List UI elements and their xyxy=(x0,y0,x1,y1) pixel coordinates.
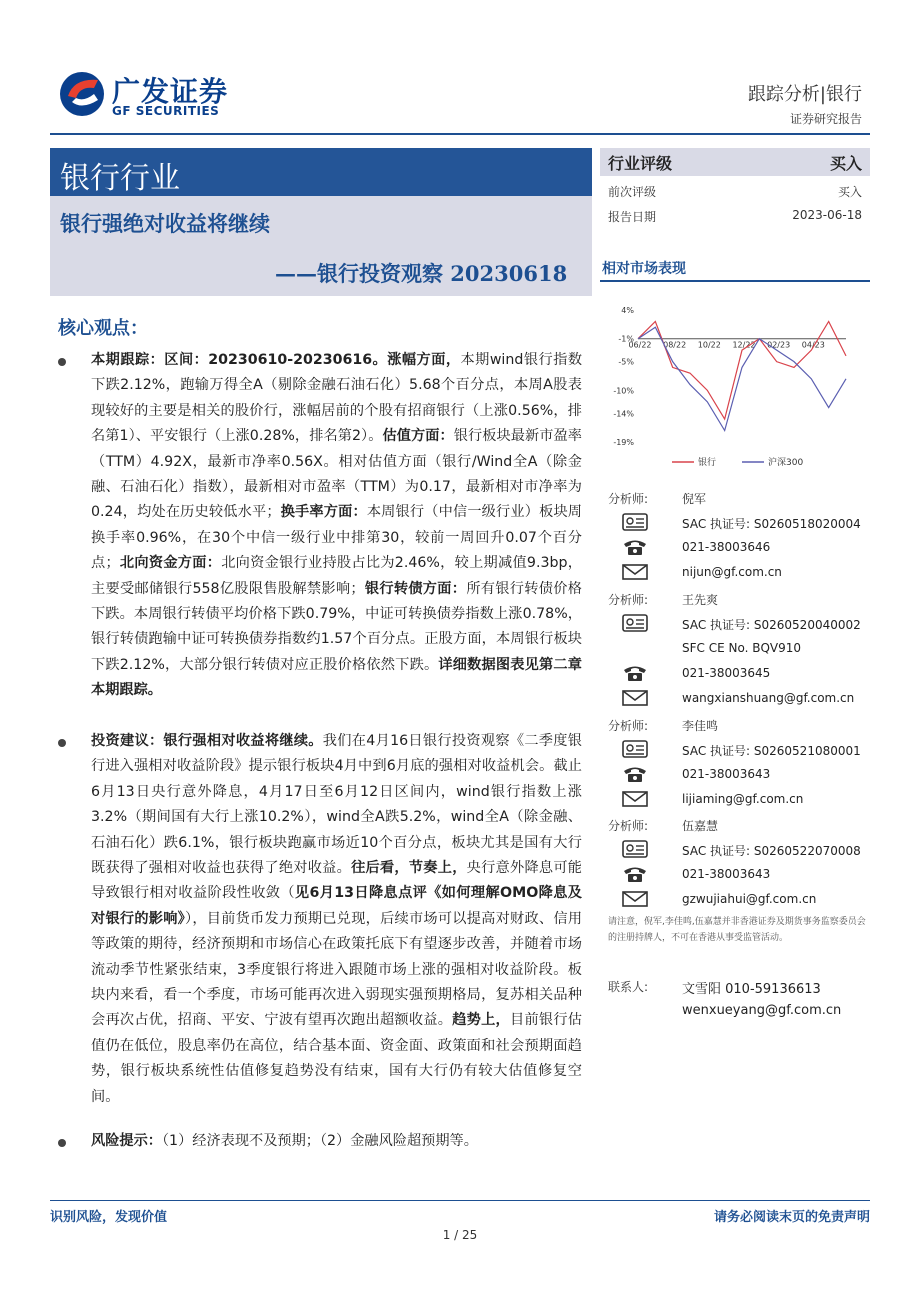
bullet-1 xyxy=(58,358,66,366)
market-performance-title: 相对市场表现 xyxy=(602,261,686,277)
market-divider xyxy=(600,280,870,282)
text-run: 详细数据图表见第二章本期跟踪。 xyxy=(91,656,582,699)
y-tick-label: -1% xyxy=(618,334,634,344)
brand-name-en: GF SECURITIES xyxy=(112,104,220,118)
text-run: ），目前货币发力预期已兑现，后续市场可以提高对财政、信用等政策的期待，经济预期和市场信心在政策托底下有望逐步改善，并随着市场流动季节性紧张结束，3季度银行将进入跟随市场上涨的强相对收益阶段。板块内来看，看一个季度，市场可能再次进入弱现实强预期格局，复苏相关品种会再次占优，招商、平安、宁波有望再次跑出超额收益。 xyxy=(91,910,583,1029)
analyst-email: nijun@gf.com.cn xyxy=(682,565,782,579)
email-icon xyxy=(622,790,648,808)
text-run: 银行板块最新市盈率（TTM）4.92X，最新市净率0.56X。相对估值方面（银行/Wind全A（除金融、石油石化）指数），最新相对市盈率（TTM）为0.17，最新相对市净率为0.24，均处在历史较低水平； xyxy=(91,428,582,521)
series-line-0 xyxy=(638,321,846,419)
text-run: 我们在4月16日银行投资观察《二季度银行进入强相对收益阶段》提示银行板块4月中到6月底的强相对收益机会。截止6月13日央行意外降息，4月17日至6月12日区间内，wind银行指数上涨3.2%（期间国有大行上涨10.2%），wind全A跌5.2%，wind全A（除金融、石油石化）跌6.1%，银行板块跑赢市场近10个百分点，板块尤其是国有大行既获得了强相对收益也获得了绝对收益。 xyxy=(91,733,582,877)
analyst-sfc-number: SFC CE No. BQV910 xyxy=(682,641,802,655)
x-tick-label: 02/23 xyxy=(767,340,791,350)
rating-value: 买入 xyxy=(829,154,862,173)
analyst-name: 伍嘉慧 xyxy=(682,819,719,833)
contact-name-phone: 文雪阳 010-59136613 xyxy=(682,982,821,997)
disclaimer-note: 请注意，倪军,李佳鸣,伍嘉慧并非香港证券及期货事务监察委员会的注册持牌人，不可在香港从事受监管活动。 xyxy=(608,917,866,943)
report-date-label: 报告日期 xyxy=(608,210,657,224)
analyst-email: wangxianshuang@gf.com.cn xyxy=(682,691,855,705)
text-run: 本期wind银行指数下跌2.12%，跑输万得全A（剔除金融石油石化）5.68个百分点，本周A股表现较好的主要是相关的股价行，涨幅居前的个股有招商银行（上涨0.56%，排名第1）、平安银行（上涨0.28%，排名第2）。 xyxy=(91,352,583,445)
text-run: 估值方面： xyxy=(382,428,454,445)
email-icon xyxy=(622,563,648,581)
id-card-icon xyxy=(622,840,648,858)
text-run: 央行意外降息可能导致银行相对收益阶段性收敛（ xyxy=(91,860,582,902)
y-tick-label: -19% xyxy=(613,438,634,447)
analyst-phone: 021-38003646 xyxy=(682,540,771,554)
y-tick-label: 4% xyxy=(621,306,634,315)
core-view-title: 核心观点： xyxy=(58,318,148,339)
y-tick-label: -5% xyxy=(618,357,634,367)
phone-icon xyxy=(622,538,648,556)
risk-paragraph xyxy=(91,1129,582,1154)
rating-label: 行业评级 xyxy=(608,154,673,173)
analyst-sac-number: SAC 执证号: S0260518020004 xyxy=(682,517,861,531)
text-run: 目前银行估值仍在低位，股息率仍在高位，结合基本面、资金面、政策面和社会预期面趋势，银行板块系统性估值修复趋势没有结束，国有大行仍有较大估值修复空间。 xyxy=(91,1012,582,1105)
bullet-2 xyxy=(58,739,66,747)
text-run: （1）经济表现不及预期；（2）金融风险超预期等。 xyxy=(161,1133,478,1149)
report-headline: 银行强绝对收益将继续 xyxy=(60,211,270,236)
brand-name-cn: 广发证券 xyxy=(112,75,229,108)
contact-label: 联系人: xyxy=(608,980,649,994)
text-run: 北向资金银行业持股占比为2.46%，较上期减值9.3bp，主要受邮储银行558亿股限售股解禁影响； xyxy=(91,555,582,597)
gf-logo-icon xyxy=(58,70,108,118)
analyst-name: 王先爽 xyxy=(682,593,719,607)
analyst-email: gzwujiahui@gf.com.cn xyxy=(682,892,817,906)
header-divider xyxy=(50,133,870,135)
prev-rating-value: 买入 xyxy=(837,185,862,199)
legend-label: 银行 xyxy=(698,458,717,468)
page-number: 1 / 25 xyxy=(442,1228,478,1242)
text-run: 见6月13日降息点评《如何理解OMO降息及对银行的影响》 xyxy=(91,885,582,927)
text-run: 趋势上， xyxy=(452,1012,510,1029)
id-card-icon xyxy=(622,513,648,531)
analyst-phone: 021-38003643 xyxy=(682,767,771,781)
text-run: 换手率方面： xyxy=(280,504,367,521)
bullet-3 xyxy=(58,1139,66,1147)
footer-divider xyxy=(50,1200,870,1201)
text-run: 北向资金方面： xyxy=(119,555,222,572)
text-run: 所有银行转债价格下跌。本周银行转债平均价格下跌0.79%，中证可转换债券指数上涨0.78%，银行转债跑输中证可转换债券指数约1.57个百分点。正股方面，本周银行板块下跌2.12%，大部分银行转债对应正股价格依然下跌。 xyxy=(91,580,582,673)
y-tick-label: -10% xyxy=(613,386,634,396)
relative-performance-chart xyxy=(600,300,870,475)
analyst-phone: 021-38003645 xyxy=(682,666,771,680)
analyst-sac-number: SAC 执证号: S0260521080001 xyxy=(682,744,861,758)
report-date-value: 2023-06-18 xyxy=(792,208,862,222)
id-card-icon xyxy=(622,740,648,758)
prev-rating-label: 前次评级 xyxy=(608,185,657,199)
analyst-phone: 021-38003643 xyxy=(682,867,771,881)
analyst-label: 分析师: xyxy=(608,593,649,607)
email-icon xyxy=(622,890,648,908)
analyst-label: 分析师: xyxy=(608,819,649,833)
email-icon xyxy=(622,689,648,707)
phone-icon xyxy=(622,664,648,682)
id-card-icon xyxy=(622,614,648,632)
report-series-title: ——银行投资观察 20230618 xyxy=(275,261,568,286)
tracking-paragraph xyxy=(91,348,582,704)
x-tick-label: 10/22 xyxy=(697,340,721,350)
x-tick-label: 04/23 xyxy=(801,340,825,350)
x-tick-label: 08/22 xyxy=(663,340,687,350)
analyst-name: 倪军 xyxy=(682,492,707,506)
text-run: 银行转债方面： xyxy=(364,580,467,597)
report-type: 证券研究报告 xyxy=(789,112,862,126)
text-run: 本周银行（中信一级行业）板块周换手率0.96%，在30个中信一级行业中排第30，较前一周回升0.07个百分点； xyxy=(91,504,582,572)
footer-disclaimer-link[interactable]: 请务必阅读末页的免责声明 xyxy=(713,1210,870,1225)
footer-slogan: 识别风险，发现价值 xyxy=(50,1210,168,1225)
industry-title: 银行行业 xyxy=(60,161,180,196)
analyst-sac-number: SAC 执证号: S0260522070008 xyxy=(682,844,861,858)
legend-label: 沪深300 xyxy=(768,458,804,468)
investment-advice-paragraph xyxy=(91,729,582,1110)
text-run: 风险提示： xyxy=(91,1133,162,1149)
x-tick-label: 12/22 xyxy=(732,340,756,350)
analyst-label: 分析师: xyxy=(608,492,649,506)
analyst-email: lijiaming@gf.com.cn xyxy=(682,792,804,806)
analyst-name: 李佳鸣 xyxy=(682,719,719,733)
text-run: 投资建议：银行强相对收益将继续。 xyxy=(91,733,323,749)
analyst-label: 分析师: xyxy=(608,719,649,733)
contact-email: wenxueyang@gf.com.cn xyxy=(682,1003,842,1018)
y-tick-label: -14% xyxy=(613,409,634,419)
phone-icon xyxy=(622,765,648,783)
phone-icon xyxy=(622,865,648,883)
text-run: 往后看，节奏上， xyxy=(351,860,467,877)
analyst-sac-number: SAC 执证号: S0260520040002 xyxy=(682,618,861,632)
report-category: 跟踪分析|银行 xyxy=(747,84,862,105)
x-tick-label: 06/22 xyxy=(628,340,652,350)
text-run: 本期跟踪：区间：20230610-20230616。涨幅方面， xyxy=(91,352,461,368)
